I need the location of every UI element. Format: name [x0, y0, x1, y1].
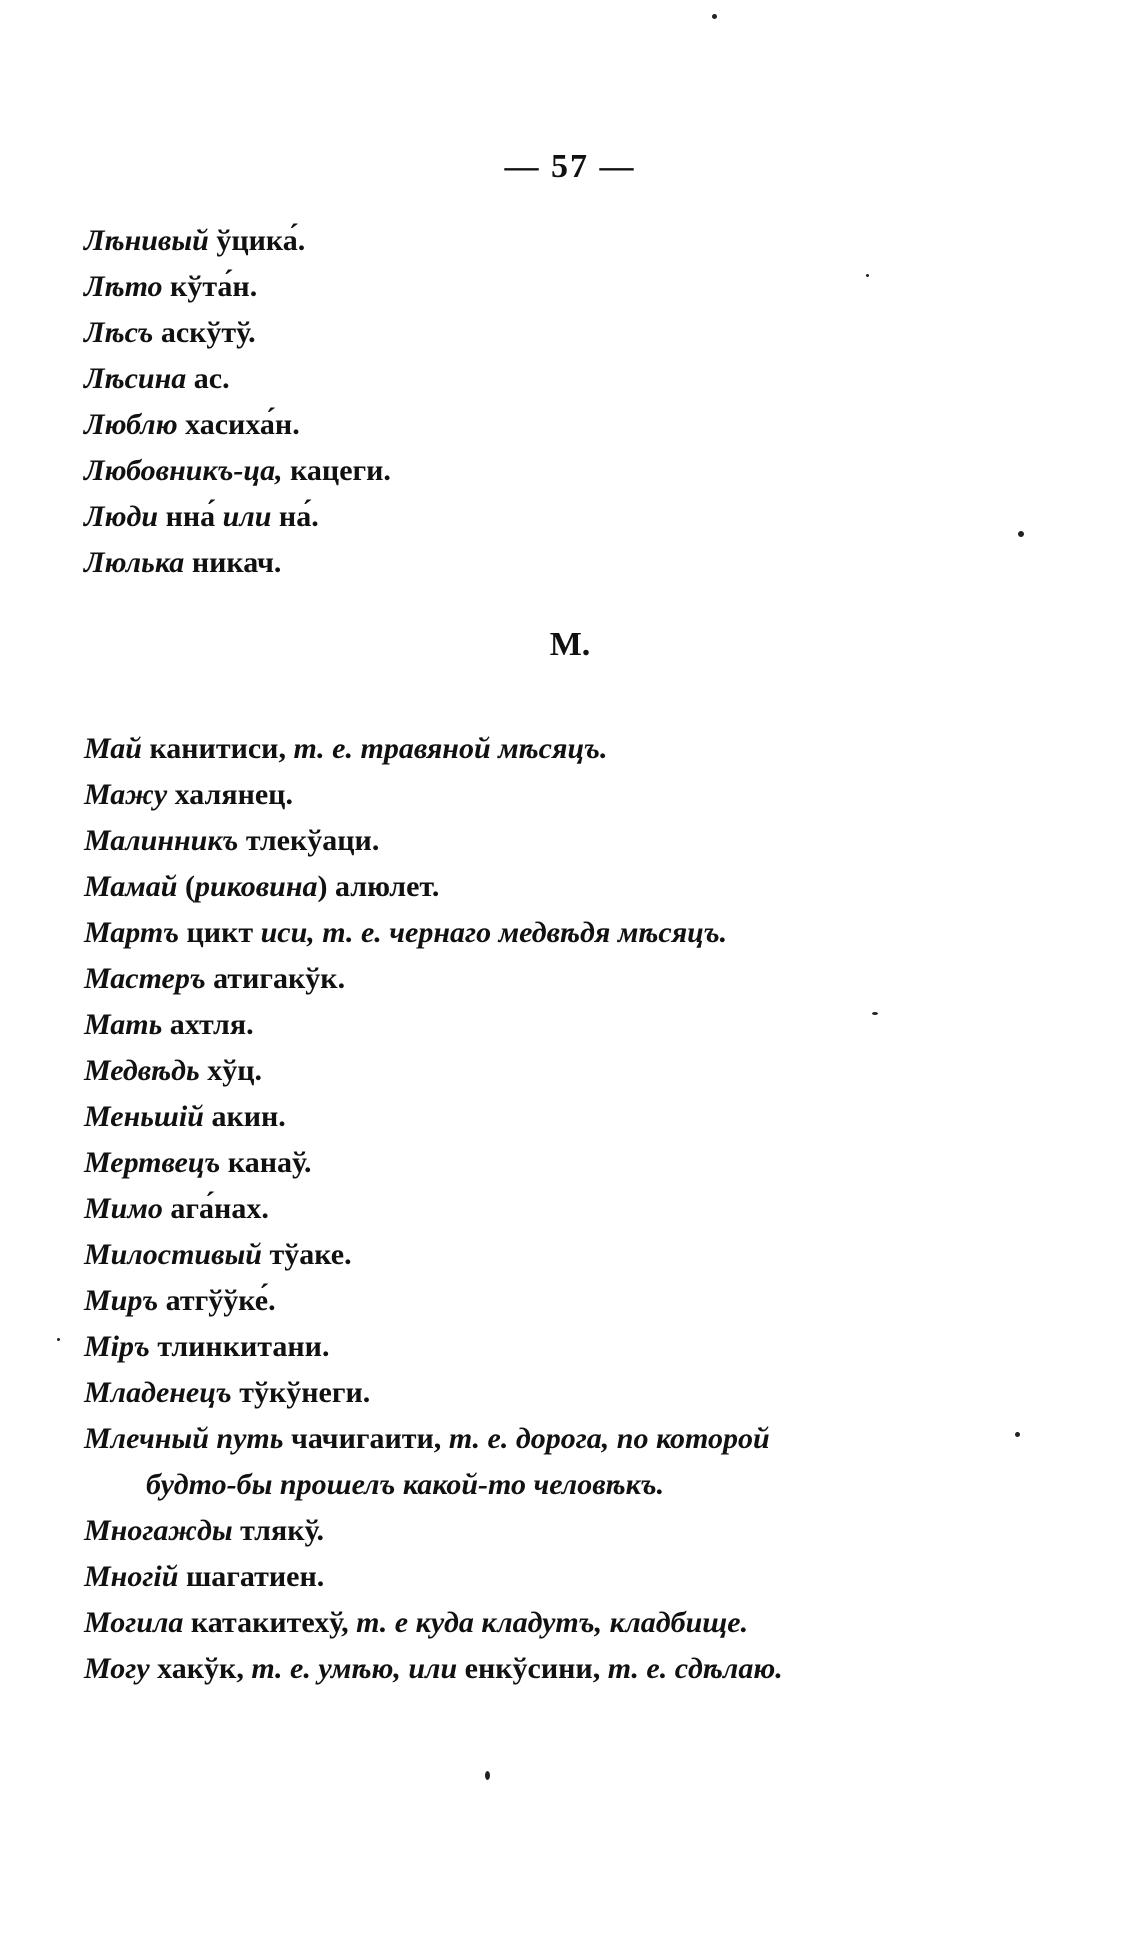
scan-speck [872, 1012, 878, 1015]
headword: Мартъ [84, 916, 179, 949]
translation-tail: на́. [271, 500, 319, 533]
translation: тлекўаци. [238, 824, 380, 857]
note: т. е. сдѣлаю. [607, 1652, 783, 1685]
page-number: — 57 — [504, 148, 636, 185]
translation-tail: ) алюлет. [317, 870, 440, 903]
headword: Млечный путь [84, 1422, 284, 1455]
dictionary-entry [84, 1554, 1084, 1600]
headword: Меньшій [84, 1100, 204, 1133]
translation: кўта́н. [162, 270, 258, 303]
translation: тўкўнеги. [231, 1376, 371, 1409]
translation: акин. [203, 1100, 286, 1133]
headword: Люблю [84, 408, 178, 441]
headword: Медвѣдь [84, 1054, 200, 1087]
headword: Могила [84, 1606, 184, 1639]
translation: атгўўке́. [158, 1284, 276, 1317]
section-m-entries [0, 726, 1140, 1692]
translation: катакитехў, [183, 1606, 357, 1639]
translation: халянец. [167, 778, 293, 811]
dictionary-entry [84, 1278, 1084, 1324]
translation: ўцика́. [208, 224, 306, 257]
dictionary-entry [84, 310, 1084, 356]
translation: канитиси, [141, 732, 294, 765]
note: риковина [195, 870, 318, 903]
translation: ахтля. [162, 1008, 254, 1041]
dictionary-entry [84, 540, 1084, 586]
dictionary-entry [84, 356, 1084, 402]
headword: Лѣсина [84, 362, 187, 395]
dictionary-entry [84, 1370, 1084, 1416]
translation: никач. [184, 546, 282, 579]
translation: ага́нах. [162, 1192, 269, 1225]
dictionary-entry [84, 1094, 1084, 1140]
headword: Міръ [84, 1330, 150, 1363]
note: иси, т. е. чернаго медвѣдя мѣсяцъ. [260, 916, 728, 949]
dictionary-entry [84, 772, 1084, 818]
dictionary-entry [84, 402, 1084, 448]
translation: тлинкитани. [149, 1330, 330, 1363]
note: т. е. умѣю, [251, 1652, 409, 1685]
scan-speck [712, 14, 717, 19]
headword: Мертвецъ [84, 1146, 221, 1179]
dictionary-entry [84, 910, 1084, 956]
headword: Мастеръ [84, 962, 206, 995]
note: или [222, 500, 272, 533]
dictionary-entry [84, 1140, 1084, 1186]
translation: ас. [186, 362, 230, 395]
note: т. е. травяной мѣсяцъ. [293, 732, 608, 765]
dictionary-entry [84, 726, 1084, 772]
headword: Мать [84, 1008, 163, 1041]
headword: Люди [84, 500, 159, 533]
translation: аскўтў. [153, 316, 256, 349]
headword: Младенецъ [84, 1376, 232, 1409]
translation: хасиха́н. [177, 408, 300, 441]
dictionary-entry [84, 1232, 1084, 1278]
headword: Малинникъ [84, 824, 239, 857]
scan-speck [1015, 1432, 1020, 1437]
dictionary-entry [84, 956, 1084, 1002]
dictionary-entry [84, 1646, 1084, 1692]
scan-speck [485, 1771, 490, 1780]
scan-speck [866, 274, 869, 277]
section-l-entries [0, 218, 1140, 586]
dictionary-entry [84, 448, 1084, 494]
translation: ( [177, 870, 195, 903]
headword: Многій [84, 1560, 179, 1593]
dictionary-entry [84, 264, 1084, 310]
dictionary-entry [84, 864, 1084, 910]
headword: Могу [84, 1652, 150, 1685]
translation: чачигаити, [283, 1422, 449, 1455]
dictionary-entry [84, 1416, 1084, 1462]
headword: Мимо [84, 1192, 163, 1225]
note: т. е куда кладутъ, кладбище. [356, 1606, 749, 1639]
scan-speck [57, 1338, 60, 1341]
translation: тўаке. [262, 1238, 352, 1271]
dictionary-entry [84, 1508, 1084, 1554]
translation: шагатиен. [178, 1560, 325, 1593]
translation: цикт [179, 916, 261, 949]
dictionary-entry [84, 1600, 1084, 1646]
headword: Май [84, 732, 142, 765]
note: т. е. дорога, по которой [448, 1422, 770, 1455]
headword: Многажды [84, 1514, 233, 1547]
headword: Любовникъ-ца, [84, 454, 283, 487]
section-letter: М. [549, 626, 591, 663]
translation: нна́ [158, 500, 223, 533]
dictionary-entry-continuation [146, 1462, 1140, 1508]
note: или [408, 1652, 458, 1685]
dictionary-entry [84, 1186, 1084, 1232]
note: будто-бы прошелъ какой-то человѣкъ. [146, 1468, 665, 1501]
dictionary-entry [84, 818, 1084, 864]
headword: Лѣсъ [84, 316, 154, 349]
dictionary-entry [84, 218, 1084, 264]
translation: тлякў. [232, 1514, 325, 1547]
translation: кацеги. [282, 454, 391, 487]
headword: Люлька [84, 546, 185, 579]
translation: хакўк, [149, 1652, 252, 1685]
scan-speck [1018, 531, 1024, 537]
headword: Мамай [84, 870, 178, 903]
dictionary-entry [84, 1002, 1084, 1048]
headword: Миръ [84, 1284, 159, 1317]
dictionary-entry [84, 494, 1084, 540]
headword: Лѣнивый [84, 224, 209, 257]
headword: Милостивый [84, 1238, 262, 1271]
translation-tail: енкўсини, [457, 1652, 608, 1685]
headword: Мажу [84, 778, 168, 811]
dictionary-entry [84, 1324, 1084, 1370]
translation: канаў. [220, 1146, 312, 1179]
dictionary-entry [84, 1048, 1084, 1094]
translation: атигакўк. [205, 962, 346, 995]
headword: Лѣто [84, 270, 163, 303]
translation: хўц. [199, 1054, 263, 1087]
